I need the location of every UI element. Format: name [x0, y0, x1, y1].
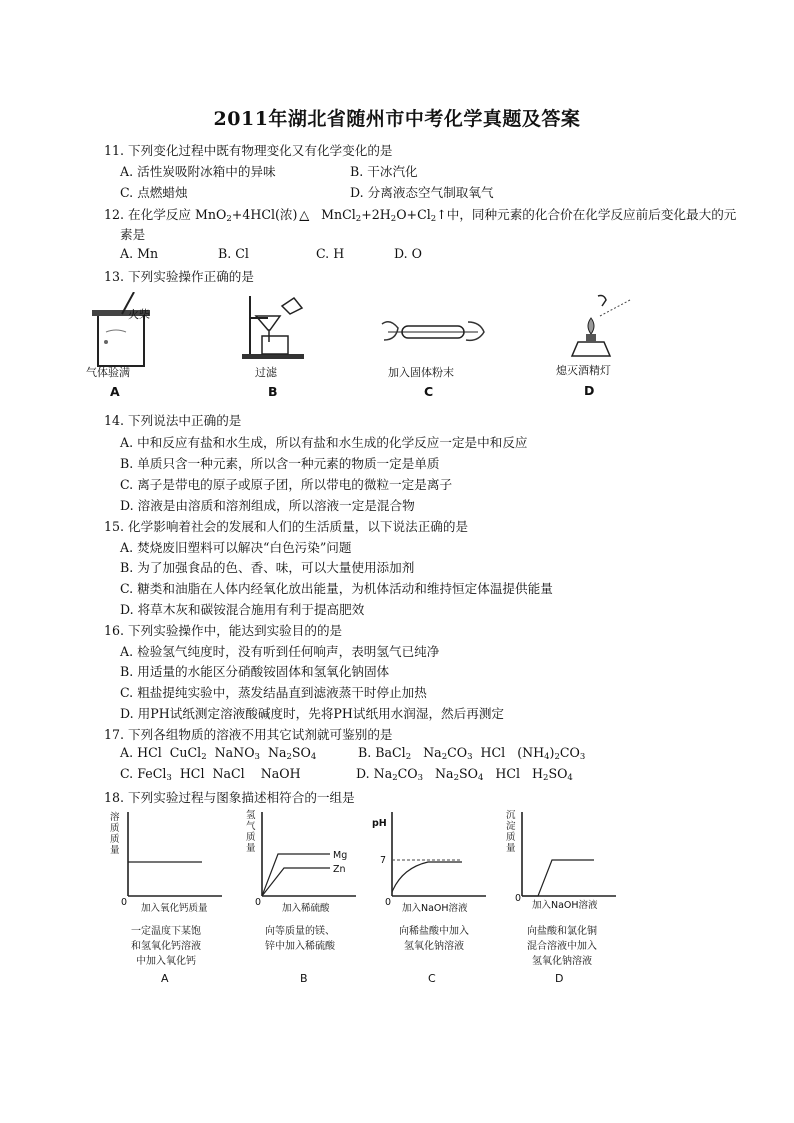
question-18-stem: 18. 下列实验过程与图象描述相符合的一组是: [104, 790, 355, 805]
formula: HCl: [480, 745, 506, 760]
q17-b-label: B.: [358, 745, 372, 760]
q12-text-3: MnCl: [321, 207, 356, 222]
desc-line: 向盐酸和氯化铜: [527, 926, 597, 937]
graph-d-xlabel: 加入NaOH溶液: [532, 900, 598, 911]
graph-a-xlabel: 加入氧化钙质量: [141, 903, 208, 914]
q14-option-d: D. 溶液是由溶质和溶剂组成，所以溶液一定是混合物: [120, 498, 415, 513]
heat-triangle-icon: △: [299, 207, 310, 222]
graph-c-letter: C: [428, 972, 436, 985]
figure-letter-a: A: [110, 384, 120, 399]
gas-bottle-figure: [84, 292, 174, 372]
series-mg-label: Mg: [333, 850, 348, 861]
question-17-stem: 17. 下列各组物质的溶液不用其它试剂就可鉴别的是: [104, 727, 393, 742]
q17-option-a: [120, 745, 316, 762]
question-11-stem: 11. 下列变化过程中既有物理变化又有化学变化的是: [104, 143, 393, 158]
alcohol-lamp-figure: [560, 292, 650, 362]
q16-option-b: B. 用适量的水能区分硝酸铵固体和氢氧化钠固体: [120, 664, 390, 679]
formula: NaCl: [212, 766, 245, 781]
question-13-stem: 13. 下列实验操作正确的是: [104, 269, 254, 284]
q12-text-2: +4HCl(浓): [231, 207, 298, 222]
graph-a-letter: A: [161, 972, 169, 985]
q16-option-c: C. 粗盐提纯实验中，蒸发结晶直到滤液蒸干时停止加热: [120, 685, 427, 700]
graph-b-description: [250, 924, 350, 954]
q11-option-d: D. 分离液态空气制取氧气: [350, 185, 494, 200]
gas-arrow-icon: ↑: [436, 207, 447, 222]
filtration-figure: [238, 294, 318, 364]
desc-line: 一定温度下某饱: [131, 926, 201, 937]
graph-c: [388, 812, 488, 902]
q12-text-1: 12. 在化学反应 MnO: [104, 207, 227, 222]
q17-d-label: D.: [356, 766, 370, 781]
formula: (NH: [517, 745, 545, 760]
q17-option-d: [356, 766, 573, 783]
graph-d-description: [512, 924, 612, 969]
graph-d-ylabel: 沉淀质量: [506, 810, 516, 854]
q12-text-4: +2H: [361, 207, 391, 222]
graph-c-description: [384, 924, 484, 954]
formula-sub: 3: [254, 752, 260, 762]
formula-sub: 4: [477, 773, 484, 783]
q12-sub: 2: [355, 214, 362, 224]
formula-sub: 2: [201, 752, 207, 762]
q12-option-d: D. O: [394, 246, 422, 261]
formula: NaOH: [260, 766, 301, 781]
q11-option-b: B. 干冰汽化: [350, 164, 418, 179]
graph-d: [518, 812, 618, 902]
figure-letter-b: B: [268, 384, 278, 399]
formula-sub: 3: [166, 773, 172, 783]
q11-option-a: A. 活性炭吸附冰箱中的异味: [120, 164, 276, 179]
formula-sub: 2: [441, 752, 448, 762]
graph-c-ytick: 7: [380, 855, 387, 866]
formula-sub: 2: [405, 752, 412, 762]
formula: CO: [447, 745, 468, 760]
q14-option-c: C. 离子是带电的原子或原子团，所以带电的微粒一定是离子: [120, 477, 453, 492]
graph-a-ylabel: 溶质质量: [110, 812, 120, 856]
desc-line: 向稀盐酸中加入: [399, 926, 469, 937]
question-15-stem: 15. 化学影响着社会的发展和人们的生活质量，以下说法正确的是: [104, 519, 469, 534]
formula: HCl: [495, 766, 521, 781]
q12-sub: 2: [226, 214, 232, 224]
formula: Na: [267, 745, 287, 760]
formula: FeCl: [137, 766, 167, 781]
q12-option-c: C. H: [316, 246, 345, 261]
question-12-stem: [104, 204, 736, 224]
graph-a-origin: 0: [121, 897, 128, 908]
powder-figure: [378, 312, 488, 360]
q14-option-b: B. 单质只含一种元素，所以含一种元素的物质一定是单质: [120, 456, 440, 471]
formula: Na: [373, 766, 393, 781]
page-title: 2011年湖北省随州市中考化学真题及答案: [213, 108, 581, 130]
q17-option-b: [358, 745, 585, 762]
series-zn-label: Zn: [333, 864, 346, 875]
caption-d: 熄灭酒精灯: [556, 364, 611, 377]
caption-a: 气体验满: [86, 366, 130, 379]
formula: HCl: [179, 766, 205, 781]
figure-letter-c: C: [424, 384, 434, 399]
q17-option-c: [120, 766, 301, 783]
q15-option-a: A. 焚烧废旧塑料可以解决“白色污染”问题: [120, 540, 352, 555]
q16-option-a: A. 检验氢气纯度时，没有听到任何响声，表明氢气已纯净: [120, 644, 440, 659]
formula: Na: [423, 745, 442, 760]
desc-line: 和氢氧化钙溶液: [131, 941, 201, 952]
formula-sub: 3: [579, 752, 586, 762]
q12-option-a: A. Mn: [120, 246, 159, 261]
formula: CuCl: [169, 745, 202, 760]
q12-option-b: B. Cl: [218, 246, 249, 261]
graph-d-origin: 0: [515, 893, 522, 904]
formula: CO: [559, 745, 580, 760]
formula-sub: 4: [544, 752, 550, 762]
question-16-stem: 16. 下列实验操作中，能达到实验目的的是: [104, 623, 343, 638]
formula: NaNO: [214, 745, 255, 760]
q12-sub: 2: [430, 214, 437, 224]
formula: SO: [458, 766, 478, 781]
figure-letter-d: D: [584, 383, 595, 398]
graph-c-origin: 0: [385, 897, 392, 908]
match-label: 火柴: [128, 308, 150, 321]
q17-a-label: A.: [120, 745, 134, 760]
graph-b-letter: B: [300, 972, 308, 985]
q15-option-d: D. 将草木灰和碳铵混合施用有利于提高肥效: [120, 602, 365, 617]
formula-sub: 4: [310, 752, 317, 762]
formula-sub: 2: [453, 773, 459, 783]
formula-sub: 3: [467, 752, 473, 762]
formula: SO: [548, 766, 568, 781]
desc-line: 中加入氧化钙: [136, 956, 196, 967]
formula-sub: 2: [554, 752, 560, 762]
formula: ): [549, 745, 555, 760]
q14-option-a: A. 中和反应有盐和水生成，所以有盐和水生成的化学反应一定是中和反应: [120, 435, 528, 450]
formula-sub: 2: [286, 752, 292, 762]
formula: HCl: [137, 745, 162, 760]
q15-option-b: B. 为了加强食品的色、香、味，可以大量使用添加剂: [120, 560, 415, 575]
formula: CO: [397, 766, 418, 781]
desc-line: 向等质量的镁、: [265, 926, 335, 937]
desc-line: 混合溶液中加入: [527, 941, 597, 952]
caption-c: 加入固体粉末: [388, 366, 454, 379]
graph-b-ylabel: 氢气质量: [246, 810, 256, 854]
desc-line: 氢氧化钠溶液: [532, 956, 592, 967]
formula: H: [532, 766, 544, 781]
question-14-stem: 14. 下列说法中正确的是: [104, 413, 242, 428]
formula-sub: 4: [567, 773, 573, 783]
q12-sub: 2: [390, 214, 397, 224]
formula: Na: [435, 766, 454, 781]
graph-a: [124, 812, 224, 902]
graph-a-description: [116, 924, 216, 969]
q15-option-c: C. 糖类和油脂在人体内经氧化放出能量，为机体活动和维持恒定体温提供能量: [120, 581, 553, 596]
q16-option-d: D. 用PH试纸测定溶液酸碱度时，先将PH试纸用水润湿，然后再测定: [120, 706, 505, 721]
graph-b-xlabel: 加入稀硫酸: [282, 903, 330, 914]
desc-line: 氢氧化钠溶液: [404, 941, 464, 952]
q12-text-6: 中，同种元素的化合价在化学反应前后变化最大的元: [446, 207, 737, 222]
formula-sub: 2: [543, 773, 549, 783]
q12-stem-continued: 素是: [120, 227, 146, 242]
graph-c-ylabel: pH: [372, 818, 387, 829]
formula: BaCl: [375, 745, 406, 760]
caption-b: 过滤: [255, 366, 277, 379]
q17-c-label: C.: [120, 766, 134, 781]
formula-sub: 3: [417, 773, 424, 783]
graph-d-letter: D: [555, 972, 564, 985]
q12-text-5: O+Cl: [396, 207, 431, 222]
q11-option-c: C. 点燃蜡烛: [120, 185, 188, 200]
desc-line: 锌中加入稀硫酸: [265, 941, 335, 952]
formula: SO: [291, 745, 311, 760]
graph-c-xlabel: 加入NaOH溶液: [402, 903, 468, 914]
graph-b-origin: 0: [255, 897, 262, 908]
formula-sub: 2: [392, 773, 398, 783]
